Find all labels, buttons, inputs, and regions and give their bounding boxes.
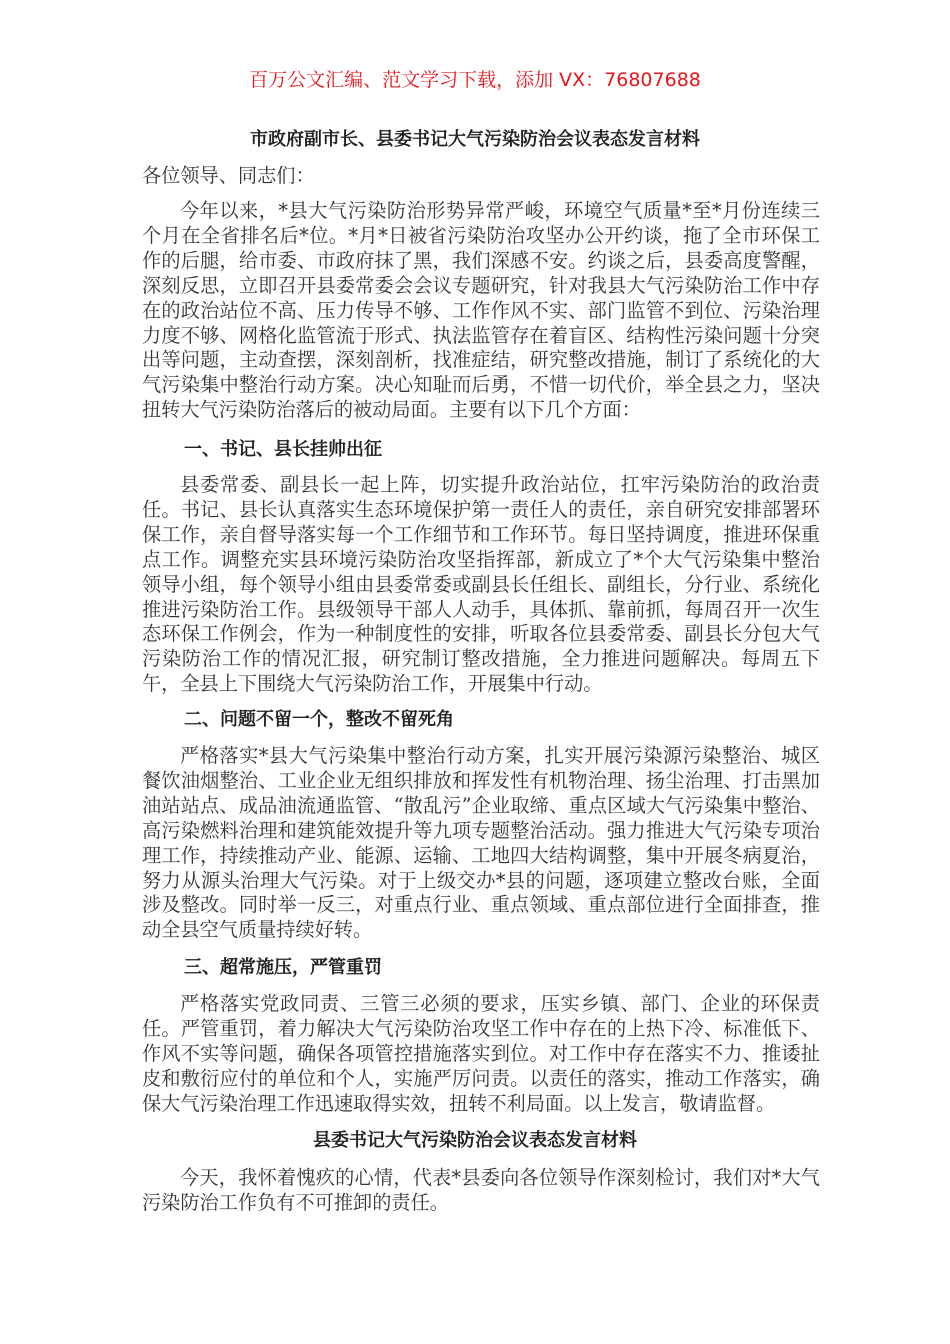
intro-paragraph: 今年以来，*县大气污染防治形势异常严峻，环境空气质量*至*月份连续三个月在全省排名后*位。*月*日被省污染防治攻坚办公开约谈，拖了全市环保工作的后腿，给市委、市政府抹了黑，我们深感不安。约谈之后，县委高度警醒，深刻反思，立即召开县委常委会会议专题研究，针对我县大气污染防治工作中存在的政治站位不高、压力传导不够、工作作风不实、部门监管不到位、污染治理力度不够、网格化监管流于形式、执法监管存在着盲区、结构性污染问题十分突出等问题，主动查摆，深刻剖析，找准症结，研究整改措施，制订了系统化的大气污染集中整治行动方案。决心知耻而后勇，不惜一切代价，举全县之力，坚决扭转大气污染防治落后的被动局面。主要有以下几个方面： xyxy=(142,199,820,422)
section-heading-2: 二、问题不留一个，整改不留死角 xyxy=(184,709,454,730)
doc2-intro-paragraph: 今天，我怀着愧疚的心情，代表*县委向各位领导作深刻检讨，我们对*大气污染防治工作负有不可推卸的责任。 xyxy=(142,1166,820,1214)
section-heading-1: 一、书记、县长挂帅出征 xyxy=(184,439,382,460)
section-body-1: 县委常委、副县长一起上阵，切实提升政治站位，扛牢污染防治的政治责任。书记、县长认真落实生态环境保护第一责任人的责任，亲自研究安排部署环保工作，亲自督导落实每一个工作细节和工作环节。每日坚持调度，推进环保重点工作。调整充实县环境污染防治攻坚指挥部，新成立了*个大气污染集中整治领导小组，每个领导小组由县委常委或副县长任组长、副组长，分行业、系统化推进污染防治工作。县级领导干部人人动手，具体抓、靠前抓，每周召开一次生态环保工作例会，作为一种制度性的安排，听取各位县委常委、副县长分包大气污染防治工作的情况汇报，研究制订整改措施，全力推进问题解决。每周五下午，全县上下围绕大气污染防治工作，开展集中行动。 xyxy=(142,473,820,696)
section-body-3: 严格落实党政同责、三管三必须的要求，压实乡镇、部门、企业的环保责任。严管重罚，着力解决大气污染防治攻坚工作中存在的上热下冷、标准低下、作风不实等问题，确保各项管控措施落实到位。对工作中存在落实不力、推诿扯皮和敷衍应付的单位和个人，实施严厉问责。以责任的落实，推动工作落实，确保大气污染治理工作迅速取得实效，扭转不利局面。以上发言，敬请监督。 xyxy=(142,992,820,1115)
section-heading-3: 三、超常施压，严管重罚 xyxy=(184,957,382,978)
section-body-2: 严格落实*县大气污染集中整治行动方案，扎实开展污染源污染整治、城区餐饮油烟整治、工业企业无组织排放和挥发性有机物治理、扬尘治理、打击黑加油站站点、成品油流通监管、“散乱污”企业取缔、重点区域大气污染集中整治、高污染燃料治理和建筑能效提升等九项专题整治活动。强力推进大气污染专项治理工作，持续推动产业、能源、运输、工地四大结构调整，集中开展冬病夏治，努力从源头治理大气污染。对于上级交办*县的问题，逐项建立整改台账，全面涉及整改。同时举一反三，对重点行业、重点领域、重点部位进行全面排查，推动全县空气质量持续好转。 xyxy=(142,744,820,942)
document-title-2: 县委书记大气污染防治会议表态发言材料 xyxy=(313,1130,637,1151)
document-title-1: 市政府副市长、县委书记大气污染防治会议表态发言材料 xyxy=(250,129,700,150)
salutation: 各位领导、同志们： xyxy=(142,164,315,187)
watermark-banner: 百万公文汇编、范文学习下载，添加 VX：76807688 xyxy=(249,69,701,91)
